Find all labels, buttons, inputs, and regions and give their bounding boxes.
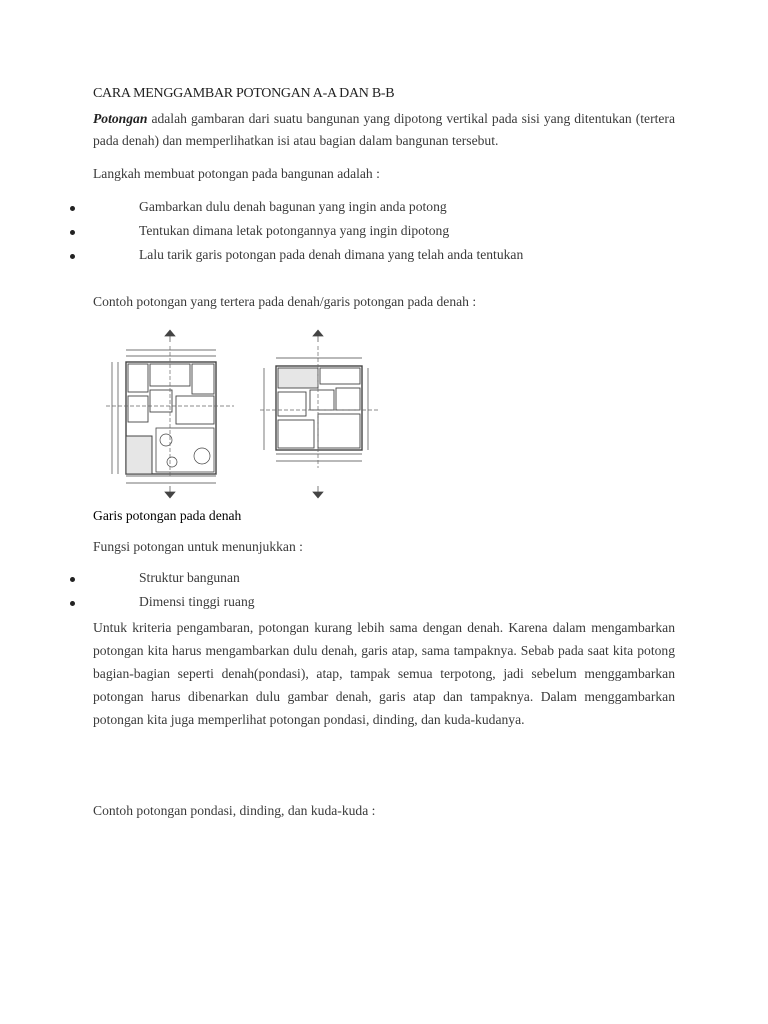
section-arrow-icon [165, 492, 175, 498]
figure-caption: Garis potongan pada denah [93, 508, 242, 523]
function-text: Struktur bangunan [139, 570, 240, 585]
floor-plan-2 [258, 328, 380, 500]
example-heading: Contoh potongan yang tertera pada denah/garis potongan pada denah : [93, 294, 477, 309]
function-heading: Fungsi potongan untuk menunjukkan : [93, 539, 303, 554]
steps-heading: Langkah membuat potongan pada bangunan adalah : [93, 166, 380, 181]
last-heading: Contoh potongan pondasi, dinding, dan kuda-kuda : [93, 803, 376, 818]
bullet-icon [70, 601, 75, 606]
page-title: CARA MENGGAMBAR POTONGAN A-A DAN B-B [93, 86, 395, 101]
step-text: Lalu tarik garis potongan pada denah dimana yang telah anda tentukan [139, 247, 524, 262]
bullet-icon [70, 206, 75, 211]
step-text: Gambarkan dulu denah bagunan yang ingin anda potong [139, 199, 447, 214]
intro-term: Potongan [93, 111, 148, 126]
intro-text: adalah gambaran dari suatu bangunan yang dipotong vertikal pada sisi yang ditentukan (tertera pada denah) dan memperlihatkan isi atau bagian dalam bangunan tersebut. [93, 111, 675, 148]
step-text: Tentukan dimana letak potongannya yang ingin dipotong [139, 223, 450, 238]
bullet-icon [70, 230, 75, 235]
section-arrow-icon [313, 492, 323, 498]
bullet-icon [70, 254, 75, 259]
intro-paragraph [93, 108, 675, 152]
section-arrow-icon [165, 330, 175, 336]
floor-plan-1 [104, 328, 236, 500]
bullet-icon [70, 577, 75, 582]
section-arrow-icon [313, 330, 323, 336]
function-text: Dimensi tinggi ruang [139, 594, 255, 609]
criteria-paragraph: Untuk kriteria pengambaran, potongan kurang lebih sama dengan denah. Karena dalam mengambarkan potongan kita harus mengambarkan dulu denah, garis atap, sama tampaknya. Sebab pada saat kita potong bagian-bagian seperti denah(pondasi), atap, tampak semua terpotong, jadi sebelum menggambarkan potongan harus dibenarkan dulu gambar denah, garis atap dan tampaknya. Dalam menggambarkan potongan kita juga memperlihat potongan pondasi, dinding, dan kuda-kudanya. [93, 620, 675, 727]
